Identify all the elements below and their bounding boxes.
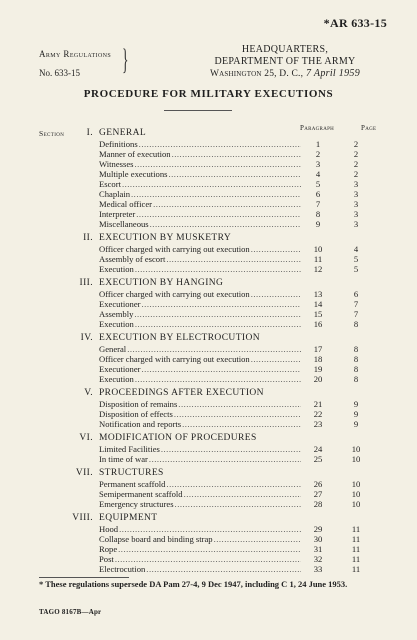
- footnote: * These regulations supersede DA Pam 27-4, 9 Dec 1947, including C 1, 24 June 1953.: [39, 579, 348, 589]
- toc-entry: [0, 289, 417, 299]
- toc-entry: [0, 554, 417, 564]
- toc-entry: [0, 534, 417, 544]
- page-number: 10: [351, 444, 361, 454]
- tago-code: TAGO 8167B—Apr: [39, 608, 102, 616]
- entry-label: Assembly of escort .....: [99, 254, 301, 264]
- document-title: PROCEDURE FOR MILITARY EXECUTIONS: [83, 88, 334, 100]
- toc-entry: [0, 489, 417, 499]
- entry-label: Officer charged with carrying out execution .....: [99, 354, 301, 364]
- paragraph-number: 8: [315, 209, 321, 219]
- paragraph-number: 33: [313, 564, 323, 574]
- page-number: 10: [351, 499, 361, 509]
- department-line: DEPARTMENT OF THE ARMY: [214, 56, 356, 67]
- toc-entry: [0, 189, 417, 199]
- regulation-no: No. 633-15: [39, 68, 80, 78]
- paragraph-number: 24: [313, 444, 323, 454]
- paragraph-number: 21: [313, 399, 323, 409]
- entry-label: Hood .....: [99, 524, 301, 534]
- place-date-line: [190, 68, 380, 80]
- section-number: VII.: [75, 468, 93, 478]
- entry-label: Execution .....: [99, 319, 301, 329]
- entry-label: Collapse board and binding strap .....: [99, 534, 301, 544]
- paragraph-number: 9: [315, 219, 321, 229]
- page-number: 11: [351, 524, 361, 534]
- entry-label: Notification and reports .....: [99, 419, 301, 429]
- page-number: 10: [351, 454, 361, 464]
- toc-section: [0, 128, 417, 229]
- place: Washington 25, D. C.,: [210, 69, 304, 79]
- section-number: I.: [86, 128, 93, 138]
- entry-label: Execution .....: [99, 374, 301, 384]
- toc-entry: [0, 354, 417, 364]
- toc-entry: [0, 209, 417, 219]
- entry-label: Emergency structures .....: [99, 499, 301, 509]
- page-number: 7: [353, 299, 359, 309]
- entry-label: Executioner .....: [99, 299, 301, 309]
- page-number: 2: [353, 159, 359, 169]
- toc-entry: [0, 344, 417, 354]
- page-number: 5: [353, 254, 359, 264]
- footnote-rule: [39, 577, 129, 578]
- entry-label: Limited Facilities .....: [99, 444, 301, 454]
- entry-label: Semipermanent scaffold .....: [99, 489, 301, 499]
- paragraph-number: 20: [313, 374, 323, 384]
- section-heading: [0, 433, 417, 444]
- toc-section: [0, 333, 417, 384]
- toc-entry: [0, 159, 417, 169]
- toc-entry: [0, 524, 417, 534]
- paragraph-number: 15: [313, 309, 323, 319]
- page-number: 11: [351, 544, 361, 554]
- toc-entry: [0, 399, 417, 409]
- toc-entry: [0, 179, 417, 189]
- page-number: 8: [353, 319, 359, 329]
- entry-label: General .....: [99, 344, 301, 354]
- toc-entry: [0, 419, 417, 429]
- page-number: 9: [353, 399, 359, 409]
- entry-label: Disposition of remains .....: [99, 399, 301, 409]
- entry-label: Executioner .....: [99, 364, 301, 374]
- entry-label: Multiple executions .....: [99, 169, 301, 179]
- header-right: [190, 44, 380, 80]
- section-title: EQUIPMENT: [99, 513, 158, 523]
- brace-divider: }: [121, 43, 129, 76]
- paragraph-number: 7: [315, 199, 321, 209]
- toc-entry: [0, 499, 417, 509]
- toc-entry: [0, 254, 417, 264]
- toc-entry: [0, 444, 417, 454]
- section-heading: [0, 278, 417, 289]
- paragraph-number: 26: [313, 479, 323, 489]
- paragraph-number: 25: [313, 454, 323, 464]
- paragraph-number: 29: [313, 524, 323, 534]
- entry-label: Interpreter .....: [99, 209, 301, 219]
- paragraph-number: 31: [313, 544, 323, 554]
- section-number: II.: [83, 233, 93, 243]
- page-number: 3: [353, 199, 359, 209]
- paragraph-number: 12: [313, 264, 323, 274]
- entry-label: Witnesses .....: [99, 159, 301, 169]
- paragraph-number: 22: [313, 409, 323, 419]
- page-number: 3: [353, 209, 359, 219]
- section-title: EXECUTION BY MUSKETRY: [99, 233, 232, 243]
- paragraph-number: 19: [313, 364, 323, 374]
- regulation-number: *AR 633-15: [323, 16, 387, 30]
- entry-label: Electrocution .....: [99, 564, 301, 574]
- toc-entry: [0, 169, 417, 179]
- entry-label: In time of war .....: [99, 454, 301, 464]
- entry-label: Definitions .....: [99, 139, 301, 149]
- entry-label: Chaplain .....: [99, 189, 301, 199]
- paragraph-heading: Paragraph: [300, 124, 335, 132]
- toc-entry: [0, 264, 417, 274]
- page-number: 2: [353, 169, 359, 179]
- page-number: 8: [353, 374, 359, 384]
- section-heading: [0, 513, 417, 524]
- section-title: GENERAL: [99, 128, 147, 138]
- entry-label: Medical officer .....: [99, 199, 301, 209]
- section-title: STRUCTURES: [99, 468, 164, 478]
- header-left: [39, 45, 111, 83]
- entry-label: Officer charged with carrying out execution .....: [99, 244, 301, 254]
- paragraph-number: 23: [313, 419, 323, 429]
- title-rule: [164, 110, 232, 111]
- toc-entry: [0, 454, 417, 464]
- toc-section: [0, 468, 417, 509]
- paragraph-number: 1: [315, 139, 321, 149]
- entry-label: Miscellaneous .....: [99, 219, 301, 229]
- entry-label: Execution .....: [99, 264, 301, 274]
- page-number: 3: [353, 219, 359, 229]
- toc-entry: [0, 199, 417, 209]
- section-number: VI.: [79, 433, 93, 443]
- toc-entry: [0, 564, 417, 574]
- paragraph-number: 11: [313, 254, 323, 264]
- toc-entry: [0, 309, 417, 319]
- toc-entry: [0, 299, 417, 309]
- date: 7 April 1959: [306, 68, 360, 79]
- toc-entry: [0, 139, 417, 149]
- page-number: 3: [353, 179, 359, 189]
- toc-entry: [0, 219, 417, 229]
- toc-section: [0, 233, 417, 274]
- paragraph-number: 14: [313, 299, 323, 309]
- page-number: 11: [351, 534, 361, 544]
- page-number: 9: [353, 419, 359, 429]
- entry-label: Escort .....: [99, 179, 301, 189]
- paragraph-number: 5: [315, 179, 321, 189]
- paragraph-number: 27: [313, 489, 323, 499]
- entry-label: Disposition of effects .....: [99, 409, 301, 419]
- toc-entry: [0, 149, 417, 159]
- entry-label: Assembly .....: [99, 309, 301, 319]
- toc-entry: [0, 364, 417, 374]
- section-title: MODIFICATION OF PROCEDURES: [99, 433, 257, 443]
- page-heading: Page: [361, 124, 377, 132]
- section-number: IV.: [80, 333, 93, 343]
- section-number: III.: [79, 278, 93, 288]
- section-title: PROCEEDINGS AFTER EXECUTION: [99, 388, 264, 398]
- army-regulations-label: Army Regulations: [39, 49, 112, 59]
- paragraph-number: 6: [315, 189, 321, 199]
- section-label: Section: [39, 129, 65, 138]
- page-number: 4: [353, 244, 359, 254]
- paragraph-number: 28: [313, 499, 323, 509]
- page-number: 8: [353, 354, 359, 364]
- paragraph-number: 10: [313, 244, 323, 254]
- paragraph-number: 30: [313, 534, 323, 544]
- page-number: 10: [351, 489, 361, 499]
- toc-section: [0, 278, 417, 329]
- toc-section: [0, 388, 417, 429]
- toc-entry: [0, 374, 417, 384]
- toc-entry: [0, 319, 417, 329]
- section-heading: [0, 233, 417, 244]
- page-number: 10: [351, 479, 361, 489]
- section-number: V.: [84, 388, 93, 398]
- entry-label: Post .....: [99, 554, 301, 564]
- paragraph-number: 17: [313, 344, 323, 354]
- page-number: 9: [353, 409, 359, 419]
- page-number: 3: [353, 189, 359, 199]
- section-heading: [0, 333, 417, 344]
- page-number: 2: [353, 149, 359, 159]
- toc-entry: [0, 544, 417, 554]
- section-heading: [0, 468, 417, 479]
- paragraph-number: 18: [313, 354, 323, 364]
- entry-label: Rope .....: [99, 544, 301, 554]
- table-of-contents: [0, 128, 417, 574]
- toc-entry: [0, 244, 417, 254]
- entry-label: Permanent scaffold .....: [99, 479, 301, 489]
- toc-entry: [0, 409, 417, 419]
- toc-section: [0, 513, 417, 574]
- page-number: 7: [353, 309, 359, 319]
- paragraph-number: 32: [313, 554, 323, 564]
- toc-entry: [0, 479, 417, 489]
- entry-label: Officer charged with carrying out execution .....: [99, 289, 301, 299]
- page-number: 6: [353, 289, 359, 299]
- page-number: 11: [351, 554, 361, 564]
- toc-section: [0, 433, 417, 464]
- page-number: 5: [353, 264, 359, 274]
- section-title: EXECUTION BY ELECTROCUTION: [99, 333, 260, 343]
- entry-label: Manner of execution .....: [99, 149, 301, 159]
- section-number: VIII.: [72, 513, 93, 523]
- paragraph-number: 3: [315, 159, 321, 169]
- page-number: 8: [353, 364, 359, 374]
- page-number: 8: [353, 344, 359, 354]
- paragraph-number: 2: [315, 149, 321, 159]
- paragraph-number: 4: [315, 169, 321, 179]
- paragraph-number: 13: [313, 289, 323, 299]
- paragraph-number: 16: [313, 319, 323, 329]
- page-number: 2: [353, 139, 359, 149]
- section-heading: [0, 128, 417, 139]
- section-heading: [0, 388, 417, 399]
- page-number: 11: [351, 564, 361, 574]
- section-title: EXECUTION BY HANGING: [99, 278, 224, 288]
- hq-line: HEADQUARTERS,: [241, 44, 329, 55]
